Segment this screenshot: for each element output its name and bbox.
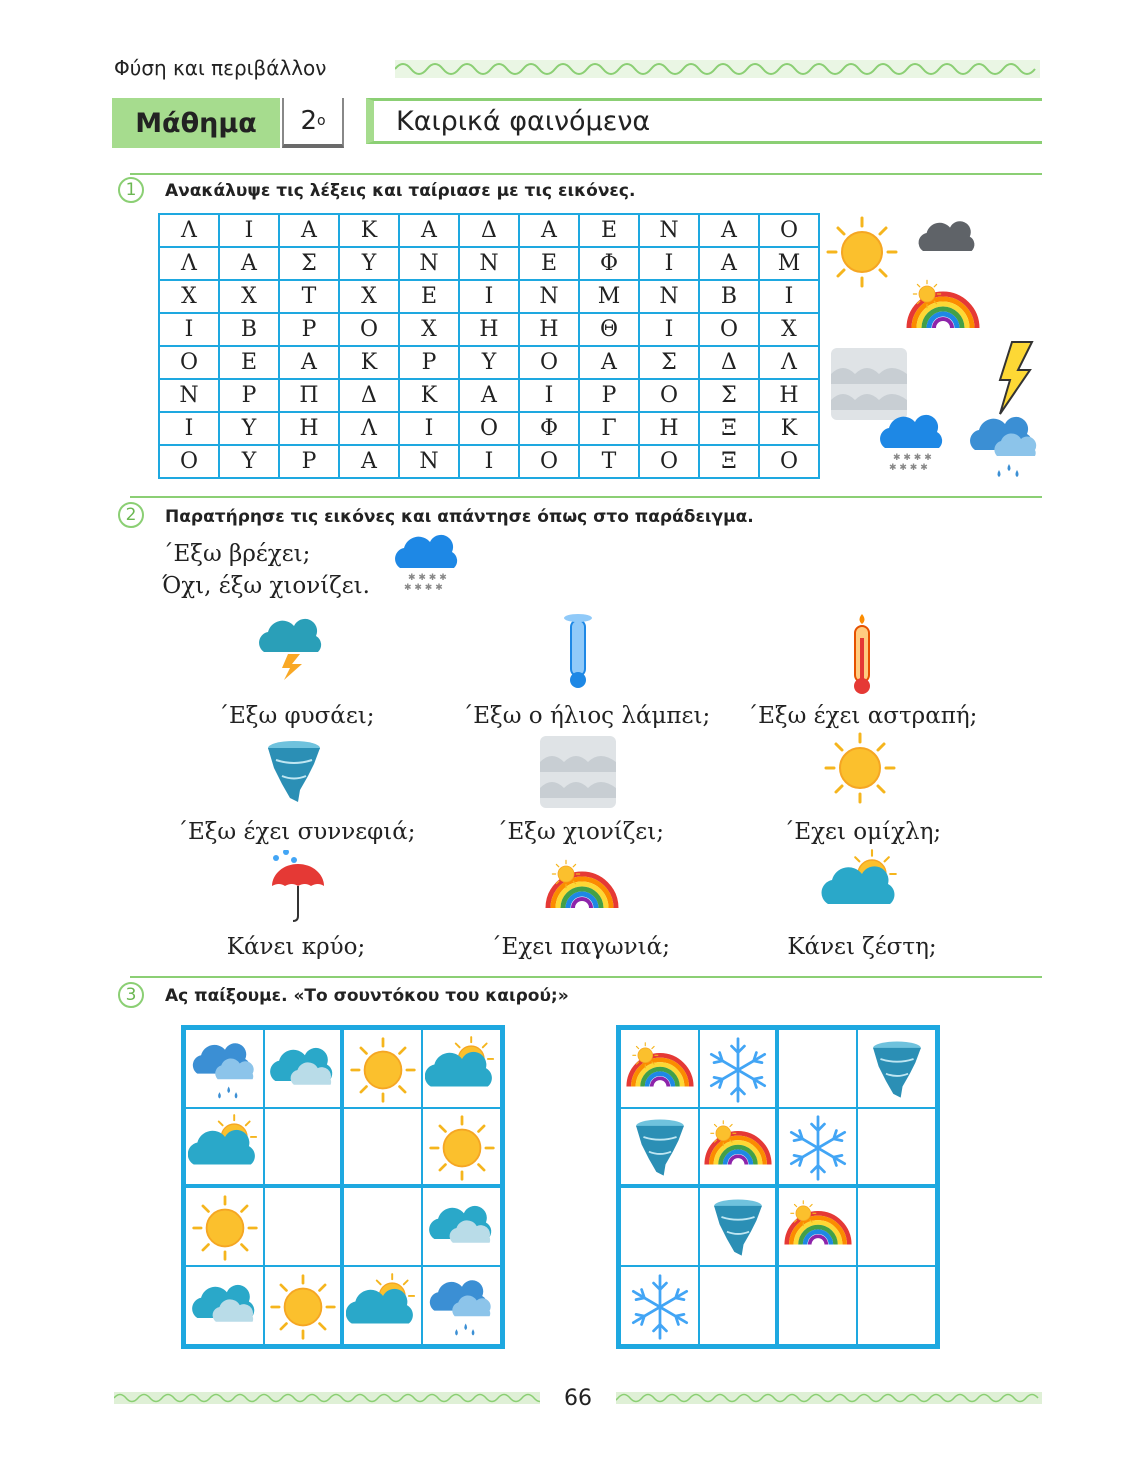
question-6: ΄Εχει ομίχλη; xyxy=(782,819,942,845)
thunderstorm-icon xyxy=(252,616,336,692)
word-search-cell[interactable]: Η xyxy=(639,412,699,445)
word-search-cell[interactable]: Α xyxy=(279,214,339,247)
snowflake-icon xyxy=(623,1269,697,1343)
word-search-cell[interactable]: Ο xyxy=(159,346,219,379)
hot-thermometer-icon xyxy=(830,610,894,694)
sudoku-cell xyxy=(185,1266,264,1345)
word-search-cell[interactable]: Ο xyxy=(699,313,759,346)
sun-cloud-icon xyxy=(188,1110,262,1184)
word-search-cell[interactable]: Ρ xyxy=(579,379,639,412)
example-question: ΄Εξω βρέχει; xyxy=(162,541,311,567)
sudoku-cell xyxy=(185,1029,264,1108)
word-search-cell[interactable]: Δ xyxy=(459,214,519,247)
word-search-cell[interactable]: Ν xyxy=(399,445,459,478)
sudoku-cell xyxy=(343,1029,422,1108)
word-search-cell[interactable]: Ε xyxy=(219,346,279,379)
rain-cloud-icon xyxy=(970,417,1036,477)
word-search-cell[interactable]: Α xyxy=(219,247,279,280)
cloud-icon xyxy=(188,1269,262,1343)
rainbow-icon xyxy=(781,1190,855,1264)
example-answer: Όχι, έξω χιονίζει. xyxy=(162,573,370,599)
word-search-cell[interactable]: Ν xyxy=(459,247,519,280)
sudoku-empty-cell[interactable] xyxy=(343,1108,422,1187)
word-search-cell[interactable]: Μ xyxy=(579,280,639,313)
word-search-cell[interactable]: Η xyxy=(759,379,819,412)
sun-icon xyxy=(828,218,896,286)
sudoku-cell xyxy=(699,1029,778,1108)
sudoku-cell xyxy=(422,1108,501,1187)
word-search-cell[interactable]: Ο xyxy=(759,445,819,478)
snowflake-icon xyxy=(701,1032,775,1106)
example-snow-cloud-icon xyxy=(392,532,472,608)
word-search-cell[interactable]: Α xyxy=(519,214,579,247)
sun-icon xyxy=(425,1110,499,1184)
word-search-cell[interactable]: Χ xyxy=(399,313,459,346)
word-search-cell[interactable]: Ι xyxy=(399,412,459,445)
word-search-cell[interactable]: Ι xyxy=(159,313,219,346)
tornado-icon xyxy=(252,736,336,808)
question-3: ΄Εξω έχει αστραπή; xyxy=(746,703,978,729)
word-search-cell[interactable]: Ο xyxy=(759,214,819,247)
sun-icon xyxy=(188,1190,262,1264)
fog-icon xyxy=(831,348,907,420)
word-search-cell[interactable]: Α xyxy=(459,379,519,412)
word-search-cell[interactable]: Ο xyxy=(159,445,219,478)
lesson-number xyxy=(282,98,344,148)
sudoku-cell xyxy=(343,1266,422,1345)
section1-number: 1 xyxy=(118,177,144,203)
sudoku-empty-cell[interactable] xyxy=(857,1266,936,1345)
sudoku-empty-cell[interactable] xyxy=(857,1108,936,1187)
section2-instruction: Παρατήρησε τις εικόνες και απάντησε όπως στο παράδειγμα. xyxy=(165,507,754,527)
sudoku-cell xyxy=(620,1266,699,1345)
word-search-cell[interactable]: Ο xyxy=(639,445,699,478)
sudoku-empty-cell[interactable] xyxy=(857,1187,936,1266)
word-search-row xyxy=(159,346,819,379)
word-search-cell[interactable]: Χ xyxy=(159,280,219,313)
sudoku-cell xyxy=(264,1266,343,1345)
word-search-cell[interactable]: Φ xyxy=(519,412,579,445)
sudoku-cell xyxy=(699,1187,778,1266)
word-search-cell[interactable]: Η xyxy=(279,412,339,445)
lesson-title: Καιρικά φαινόμενα xyxy=(366,98,1042,144)
sudoku-grid-b xyxy=(616,1025,940,1349)
sun-icon xyxy=(346,1032,420,1106)
word-search-row xyxy=(159,412,819,445)
word-search-cell[interactable]: Α xyxy=(699,214,759,247)
sudoku-cell xyxy=(857,1029,936,1108)
sudoku-grid-a xyxy=(181,1025,505,1349)
sudoku-cell xyxy=(620,1029,699,1108)
word-search-cell[interactable]: Ι xyxy=(639,247,699,280)
sudoku-cell xyxy=(620,1108,699,1187)
word-search-cell[interactable]: Σ xyxy=(699,379,759,412)
word-search-cell[interactable]: Χ xyxy=(339,280,399,313)
sudoku-empty-cell[interactable] xyxy=(264,1187,343,1266)
question-7: Κάνει κρύο; xyxy=(226,934,366,960)
cloud-icon xyxy=(266,1032,340,1106)
word-search-cell[interactable]: Υ xyxy=(219,412,279,445)
word-search-row xyxy=(159,379,819,412)
word-search-cell[interactable]: Υ xyxy=(459,346,519,379)
word-search-cell[interactable]: Η xyxy=(519,313,579,346)
word-search-cell[interactable]: Λ xyxy=(159,247,219,280)
sudoku-cell xyxy=(185,1108,264,1187)
word-search-cell[interactable]: Κ xyxy=(339,214,399,247)
question-4: ΄Εξω έχει συννεφιά; xyxy=(176,819,416,845)
sun-cloud-icon xyxy=(820,848,904,920)
section2-line xyxy=(130,496,1042,498)
tornado-icon xyxy=(623,1110,697,1184)
word-search-cell[interactable]: Ι xyxy=(219,214,279,247)
word-search-cell[interactable]: Ξ xyxy=(699,412,759,445)
tornado-icon xyxy=(860,1032,934,1106)
section1-line xyxy=(130,173,1042,175)
word-search-row xyxy=(159,280,819,313)
word-search-cell[interactable]: Ο xyxy=(519,445,579,478)
word-search-cell[interactable]: Π xyxy=(279,379,339,412)
word-search-cell[interactable]: Σ xyxy=(639,346,699,379)
question-9: Κάνει ζέστη; xyxy=(787,934,937,960)
section3-number: 3 xyxy=(118,982,144,1008)
word-search-cell[interactable]: Γ xyxy=(579,412,639,445)
sun-cloud-icon xyxy=(346,1269,420,1343)
word-search-cell[interactable]: Κ xyxy=(339,346,399,379)
rainbow-icon xyxy=(623,1032,697,1106)
sudoku-empty-cell[interactable] xyxy=(778,1266,857,1345)
sudoku-cell xyxy=(699,1108,778,1187)
section1-pictures xyxy=(825,210,1045,490)
word-search-cell[interactable]: Λ xyxy=(159,214,219,247)
word-search-cell[interactable]: Ρ xyxy=(279,313,339,346)
lesson-number-superscript: ο xyxy=(316,113,326,129)
word-search-cell[interactable]: Δ xyxy=(699,346,759,379)
word-search-cell[interactable]: Τ xyxy=(279,280,339,313)
rain-cloud-icon xyxy=(425,1269,499,1343)
word-search-cell[interactable]: Ρ xyxy=(399,346,459,379)
word-search-cell[interactable]: Τ xyxy=(579,445,639,478)
word-search-row xyxy=(159,247,819,280)
word-search-cell[interactable]: Ν xyxy=(639,280,699,313)
word-search-cell[interactable]: Λ xyxy=(759,346,819,379)
word-search-cell[interactable]: Ι xyxy=(519,379,579,412)
rain-cloud-icon xyxy=(188,1032,262,1106)
sudoku-empty-cell[interactable] xyxy=(778,1029,857,1108)
umbrella-icon xyxy=(254,850,334,924)
sudoku-empty-cell[interactable] xyxy=(699,1266,778,1345)
word-search-cell[interactable]: Ε xyxy=(519,247,579,280)
page-number: 66 xyxy=(540,1384,616,1412)
word-search-cell[interactable]: Σ xyxy=(279,247,339,280)
word-search-cell[interactable]: Β xyxy=(699,280,759,313)
word-search-cell[interactable]: Α xyxy=(699,247,759,280)
tornado-icon xyxy=(701,1190,775,1264)
word-search-cell[interactable]: Ο xyxy=(459,412,519,445)
sun-icon xyxy=(266,1269,340,1343)
word-search-cell[interactable]: Κ xyxy=(399,379,459,412)
cloud-icon xyxy=(425,1190,499,1264)
sudoku-cell xyxy=(778,1108,857,1187)
snow-cloud-icon xyxy=(880,415,942,473)
sudoku-cell xyxy=(422,1266,501,1345)
word-search-cell[interactable]: Α xyxy=(339,445,399,478)
word-search-cell[interactable]: Χ xyxy=(759,313,819,346)
word-search-cell[interactable]: Α xyxy=(399,214,459,247)
sudoku-cell xyxy=(422,1187,501,1266)
section3-line xyxy=(130,976,1042,978)
word-search-cell[interactable]: Η xyxy=(459,313,519,346)
sun-cloud-icon xyxy=(425,1032,499,1106)
word-search-cell[interactable]: Ι xyxy=(459,280,519,313)
section3-instruction: Ας παίξουμε. «Το σουντόκου του καιρού;» xyxy=(165,986,569,1006)
word-search-cell[interactable]: Ο xyxy=(639,379,699,412)
word-search-cell[interactable]: Φ xyxy=(579,247,639,280)
word-search-cell[interactable]: Ε xyxy=(399,280,459,313)
word-search-cell[interactable]: Ξ xyxy=(699,445,759,478)
word-search-cell[interactable]: Ν xyxy=(519,280,579,313)
chapter-title: Φύση και περιβάλλον xyxy=(114,56,327,80)
word-search-cell[interactable]: Ι xyxy=(639,313,699,346)
word-search-cell[interactable]: Χ xyxy=(219,280,279,313)
sudoku-empty-cell[interactable] xyxy=(620,1187,699,1266)
word-search-cell[interactable]: Υ xyxy=(219,445,279,478)
word-search-cell[interactable]: Α xyxy=(579,346,639,379)
sudoku-cell xyxy=(185,1187,264,1266)
word-search-cell[interactable]: Ν xyxy=(399,247,459,280)
dark-cloud-icon xyxy=(919,221,975,251)
word-search-cell[interactable]: Ν xyxy=(159,379,219,412)
sun-rainbow-icon xyxy=(909,280,977,328)
word-search-cell[interactable]: Κ xyxy=(759,412,819,445)
word-search-cell[interactable]: Ι xyxy=(159,412,219,445)
fog-icon-2 xyxy=(536,730,620,810)
section1-instruction: Ανακάλυψε τις λέξεις και ταίριασε με τις εικόνες. xyxy=(165,181,636,201)
word-search-cell[interactable]: Ι xyxy=(759,280,819,313)
word-search-cell[interactable]: Ο xyxy=(519,346,579,379)
word-search-cell[interactable]: Ν xyxy=(639,214,699,247)
word-search-cell[interactable]: Ρ xyxy=(279,445,339,478)
question-8: ΄Εχει παγωνιά; xyxy=(490,934,670,960)
word-search-cell[interactable]: Λ xyxy=(339,412,399,445)
word-search-cell[interactable]: Ρ xyxy=(219,379,279,412)
section2-number: 2 xyxy=(118,502,144,528)
sudoku-cell xyxy=(264,1029,343,1108)
question-2: ΄Εξω ο ήλιος λάμπει; xyxy=(461,703,711,729)
rainbow-icon xyxy=(701,1110,775,1184)
word-search-cell[interactable]: Μ xyxy=(759,247,819,280)
sudoku-cell xyxy=(422,1029,501,1108)
snowflake-icon xyxy=(781,1110,855,1184)
word-search-cell[interactable]: Δ xyxy=(339,379,399,412)
word-search-grid xyxy=(158,213,820,479)
word-search-cell[interactable]: Ι xyxy=(459,445,519,478)
word-search-row xyxy=(159,445,819,478)
rainbow-icon xyxy=(540,850,624,916)
lesson-number-value: 2 xyxy=(300,106,317,136)
sudoku-empty-cell[interactable] xyxy=(343,1187,422,1266)
sudoku-cell xyxy=(778,1187,857,1266)
question-1: ΄Εξω φυσάει; xyxy=(217,703,375,729)
word-search-row xyxy=(159,214,819,247)
word-search-cell[interactable]: Υ xyxy=(339,247,399,280)
lesson-label: Μάθημα xyxy=(112,98,280,148)
cold-thermometer-icon xyxy=(546,610,610,690)
word-search-cell[interactable]: Β xyxy=(219,313,279,346)
word-search-cell[interactable]: Ε xyxy=(579,214,639,247)
sudoku-empty-cell[interactable] xyxy=(264,1108,343,1187)
question-5: ΄Εξω χιονίζει; xyxy=(496,819,664,845)
lightning-icon xyxy=(1000,342,1032,414)
word-search-cell[interactable]: Ο xyxy=(339,313,399,346)
word-search-row xyxy=(159,313,819,346)
decorative-wave-band xyxy=(395,58,1040,80)
word-search-cell[interactable]: Θ xyxy=(579,313,639,346)
word-search-cell[interactable]: Α xyxy=(279,346,339,379)
sun-icon-2 xyxy=(820,730,900,806)
